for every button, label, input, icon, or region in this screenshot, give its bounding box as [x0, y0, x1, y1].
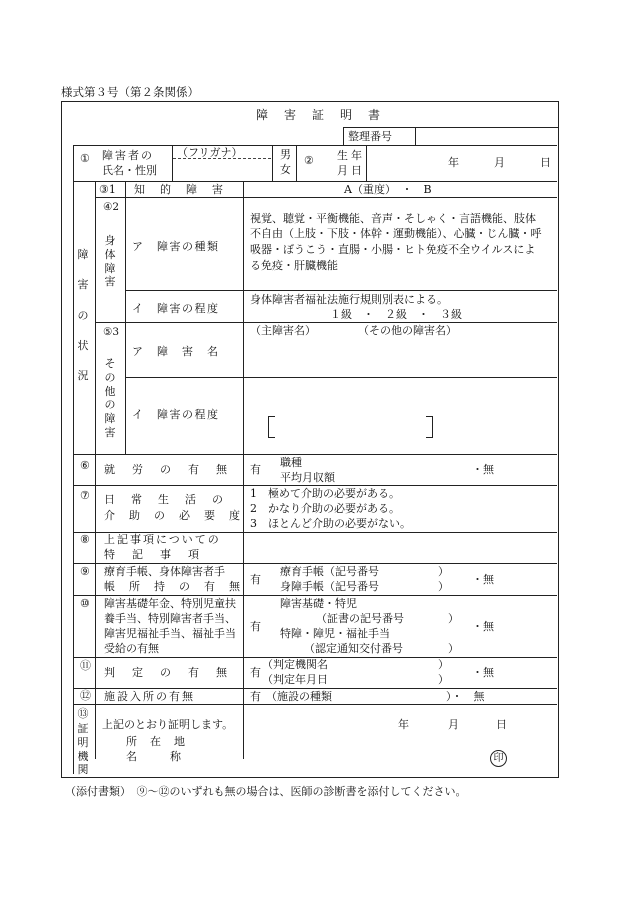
physical-type-line-1[interactable]: 視覚、聴覚・平衡機能、音声・そしゃく・言語機能、肢体 [250, 212, 536, 225]
intellectual-label: 知 的 障 害 [134, 183, 225, 196]
org-name-label: 名 称 [126, 750, 181, 763]
seal-mark: 印 [490, 750, 507, 767]
judgement-yes[interactable]: 有 [250, 666, 261, 679]
table-left-line [73, 145, 74, 774]
physical-type-line-2[interactable]: 不自由（上肢・下肢・体幹・運動機能）、心臓・じん臓・呼 [250, 227, 542, 240]
monthly-income-label: 平均月収額 [280, 471, 335, 484]
allowance-label-1: 障害基礎年金、特別児童扶 [104, 597, 236, 610]
physical-type-line-3[interactable]: 吸器・ぼうこう・直腸・小腸・ヒト免疫不全ウイルスによ [250, 243, 536, 256]
other-name-label: ア 障 害 名 [132, 345, 220, 358]
attachment-note: （添付書類） ⑨～⑫のいずれも無の場合は、医師の診断書を添付してください。 [65, 785, 467, 798]
other-group-label: その他の障害 [104, 357, 116, 439]
occupation-label: 職種 [280, 456, 302, 469]
row2-number: ② [304, 154, 314, 167]
allowance-label-4: 受給の有無 [104, 642, 159, 655]
name-label-2: 氏名・性別 [102, 164, 157, 177]
row5-number: ⑤3 [103, 326, 120, 338]
handbook-label-1: 療育手帳、身体障害者手 [104, 565, 225, 578]
row9-number: ⑨ [80, 565, 90, 578]
care-option-3[interactable]: 3 ほとんど介助の必要がない。 [250, 517, 411, 530]
physical-group-label: 身体障害 [104, 234, 116, 289]
allowance-type-1[interactable]: 障害基礎・特児 [280, 597, 357, 610]
seiri-label: 整理番号 [348, 130, 392, 143]
main-disability-name[interactable]: （主障害名） [250, 324, 316, 337]
handbook-no[interactable]: ・無 [472, 573, 494, 586]
physical-type-label: ア 障害の種類 [132, 240, 220, 253]
row11-number: ⑪ [80, 659, 91, 672]
gender-male[interactable]: 男 [280, 148, 291, 161]
employment-no[interactable]: ・無 [472, 463, 494, 476]
disability-status-side-label: 障害の状況 [77, 248, 89, 382]
other-disability-name[interactable]: （その他の障害名） [358, 324, 457, 337]
employment-label: 就 労 の 有 無 [104, 463, 230, 476]
judgement-label: 判 定 の 有 無 [104, 666, 230, 679]
allowance-no[interactable]: ・無 [472, 620, 494, 633]
birth-day[interactable]: 日 [540, 156, 551, 169]
judgement-no[interactable]: ・無 [472, 666, 494, 679]
form-title: 障 害 証 明 書 [256, 108, 383, 122]
allowance-yes[interactable]: 有 [250, 620, 261, 633]
judgement-date[interactable]: （判定年月日 [262, 673, 328, 686]
gender-female[interactable]: 女 [280, 163, 291, 176]
birth-label-1: 生年 [337, 149, 365, 162]
physical-degree-rule: 身体障害者福祉法施行規則別表による。 [250, 293, 448, 306]
cert-month[interactable]: 月 [448, 718, 459, 731]
allowance-label-3: 障害児福祉手当、福祉手当 [104, 627, 236, 640]
row12-number: ⑫ [80, 689, 91, 702]
care-label-1: 日 常 生 活 の [104, 493, 226, 506]
row3-number: ③1 [99, 183, 116, 196]
row8-number: ⑧ [80, 533, 90, 546]
name-label-1: 障害者の [102, 149, 154, 162]
physical-degree-label: イ 障害の程度 [132, 302, 220, 315]
care-option-2[interactable]: 2 かなり介助の必要がある。 [250, 502, 400, 515]
row6-number: ⑥ [80, 459, 90, 472]
notice-number[interactable]: （認定通知交付番号 [304, 642, 403, 655]
ryoiku-handbook-number[interactable]: 療育手帳（記号番号 [280, 565, 379, 578]
physical-degree-grades[interactable]: １級 ・ ２級 ・ ３級 [330, 308, 462, 321]
degree-bracket-left [268, 416, 275, 438]
row4-number: ④2 [103, 201, 120, 213]
allowance-type-2[interactable]: 特障・障児・福祉手当 [280, 627, 390, 640]
facility-yes[interactable]: 有 [250, 690, 261, 703]
special-notes-field[interactable] [248, 535, 552, 561]
address-label: 所 在 地 [126, 735, 186, 748]
other-degree-field[interactable] [278, 416, 422, 436]
special-notes-label-2: 特 記 事 項 [104, 548, 202, 561]
physical-type-line-4[interactable]: る免疫・肝臓機能 [250, 259, 338, 272]
facility-label: 施設入所の有無 [104, 690, 195, 703]
facility-no[interactable]: ）・ 無 [446, 690, 485, 703]
handbook-label-2: 帳 所 持 の 有 無 [104, 580, 242, 593]
allowance-label-2: 養手当、特別障害者手当、 [104, 612, 236, 625]
certification-statement: 上記のとおり証明します。 [102, 718, 234, 731]
address-and-name-field[interactable] [190, 734, 470, 764]
employment-yes[interactable]: 有 [250, 463, 261, 476]
special-notes-label-1: 上記事項についての [104, 533, 221, 546]
row1-number: ① [80, 152, 90, 165]
row7-number: ⑦ [80, 489, 90, 502]
row10-number: ⑩ [80, 597, 90, 610]
handbook-yes[interactable]: 有 [250, 573, 261, 586]
facility-type[interactable]: （施設の種類 [266, 690, 332, 703]
cert-year[interactable]: 年 [398, 718, 409, 731]
row13-number: ⑬ [77, 707, 89, 720]
certificate-number[interactable]: （証書の記号番号 [316, 612, 404, 625]
cert-day[interactable]: 日 [496, 718, 507, 731]
care-option-1[interactable]: 1 極めて介助の必要がある。 [250, 487, 400, 500]
degree-bracket-right [426, 416, 433, 438]
certifying-org-side-label: 証明機関 [77, 722, 89, 777]
shinsho-handbook-number[interactable]: 身障手帳（記号番号 [280, 580, 379, 593]
judgement-agency[interactable]: （判定機関名 [262, 658, 328, 671]
applicant-name-field[interactable] [178, 162, 270, 178]
birth-label-2: 月日 [337, 164, 365, 177]
other-degree-label: イ 障害の程度 [132, 408, 220, 421]
care-label-2: 介 助 の 必 要 度 [104, 509, 242, 522]
birth-month[interactable]: 月 [494, 156, 505, 169]
intellectual-grade[interactable]: A（重度） ・ B [344, 183, 432, 196]
furigana-label: （フリガナ） [177, 146, 243, 159]
birth-year[interactable]: 年 [448, 156, 459, 169]
form-number: 様式第３号（第２条関係） [61, 85, 199, 99]
